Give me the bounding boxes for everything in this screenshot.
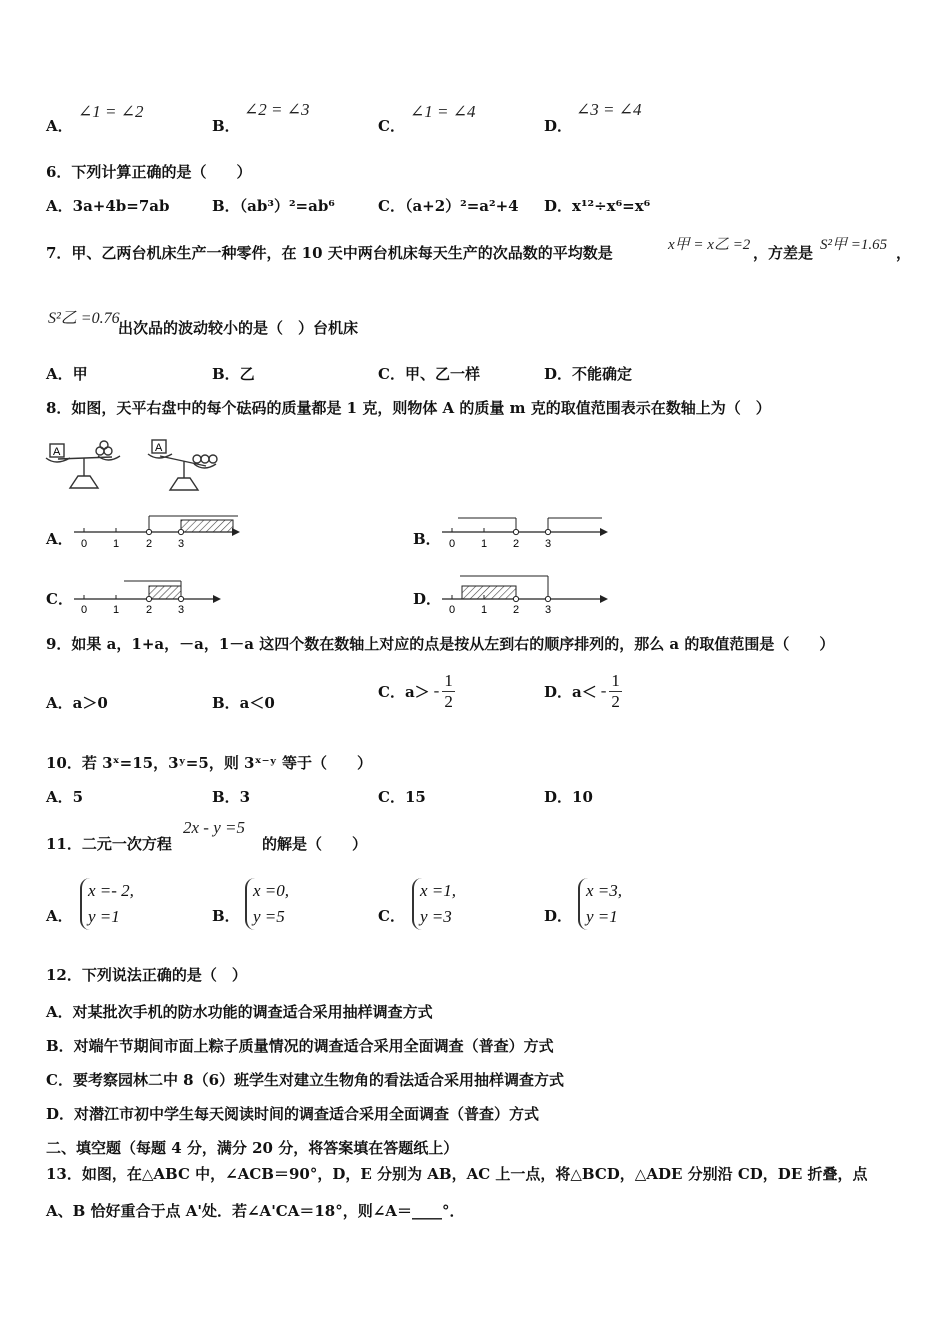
q10-option-a: A．5 bbox=[46, 788, 84, 806]
q9-option-c-sign: - bbox=[433, 681, 440, 700]
q8-option-d-label: D． bbox=[413, 590, 442, 608]
q5-option-c-expr: ∠1 = ∠4 bbox=[410, 102, 476, 121]
q10-option-b: B．3 bbox=[212, 788, 251, 806]
q9-option-b: B．a＜0 bbox=[212, 694, 275, 712]
q9-stem: 9．如果 a，1+a，－a，1－a 这四个数在数轴上对应的点是按从左到右的顺序排列的，那么 a 的取值范围是（ ） bbox=[46, 635, 835, 653]
tick-0: 0 bbox=[449, 538, 456, 550]
q8-option-b-label: B． bbox=[413, 530, 441, 548]
q8-number-line-b bbox=[440, 510, 615, 552]
tick-1: 1 bbox=[481, 604, 488, 616]
q8-stem: 8．如图，天平右盘中的每个砝码的质量都是 1 克，则物体 A 的质量 m 克的取值范围表示在数轴上为（ ） bbox=[46, 399, 771, 417]
q13-line1: 13．如图，在△ABC 中，∠ACB＝90°，D，E 分别为 AB，AC 上一点，将△BCD，△ADE 分别沿 CD，DE 折叠，点 bbox=[46, 1165, 868, 1183]
q5-option-d-expr: ∠3 = ∠4 bbox=[576, 100, 642, 119]
q9-option-d-sign: - bbox=[600, 681, 607, 700]
q11-stem-part1: 11．二元一次方程 bbox=[46, 835, 172, 853]
q8-balance-figure bbox=[44, 434, 224, 494]
q7-mean-expr: x甲 = x乙 =2 bbox=[668, 237, 751, 253]
q11-option-c-line2: y =3 bbox=[420, 907, 452, 926]
q12-option-d: D．对潜江市初中学生每天阅读时间的调查适合采用全面调查（普查）方式 bbox=[46, 1105, 540, 1123]
q8-number-line-a bbox=[72, 510, 247, 552]
q11-option-b-line1: x =0, bbox=[253, 881, 290, 900]
q13-line2: A、B 恰好重合于点 A'处．若∠A'CA＝18°，则∠A＝____°． bbox=[46, 1202, 465, 1220]
q5-option-b-label: B． bbox=[212, 117, 240, 135]
q11-option-a-label: A． bbox=[46, 907, 73, 925]
q11-option-a-system bbox=[80, 878, 134, 930]
tick-2: 2 bbox=[146, 538, 153, 550]
q9-option-c-numerator: 1 bbox=[444, 670, 453, 690]
q11-option-a-line1: x =- 2, bbox=[88, 881, 134, 900]
q11-option-d-system bbox=[578, 878, 622, 930]
q7-variance-b: S²乙 =0.76 bbox=[48, 310, 120, 327]
q7-stem-part3: 出次品的波动较小的是（ ）台机床 bbox=[118, 319, 359, 337]
q7-option-b: B．乙 bbox=[212, 365, 255, 383]
q7-stem-part2: ，方差是 bbox=[753, 244, 814, 262]
q8-number-line-d bbox=[440, 572, 615, 616]
q9-option-c bbox=[378, 668, 455, 714]
q5-option-b-expr: ∠2 = ∠3 bbox=[244, 100, 310, 119]
tick-1: 1 bbox=[113, 604, 120, 616]
q11-option-b-system bbox=[245, 878, 289, 930]
tick-2: 2 bbox=[513, 538, 520, 550]
q5-option-a-label: A． bbox=[46, 117, 73, 135]
q12-option-c: C．要考察园林二中 8（6）班学生对建立生物角的看法适合采用抽样调查方式 bbox=[46, 1071, 565, 1089]
tick-0: 0 bbox=[449, 604, 456, 616]
q5-option-d-label: D． bbox=[544, 117, 573, 135]
q7-stem-part1: 7．甲、乙两台机床生产一种零件，在 10 天中两台机床每天生产的次品数的平均数是 bbox=[46, 244, 613, 262]
q9-option-d-fraction bbox=[609, 671, 622, 712]
q10-option-c: C．15 bbox=[378, 788, 426, 806]
q7-variance-a: S²甲 =1.65 bbox=[820, 237, 888, 253]
q11-option-d-line1: x =3, bbox=[586, 881, 623, 900]
tick-2: 2 bbox=[146, 604, 153, 616]
q9-option-d-text: D．a＜ bbox=[544, 682, 597, 701]
q10-stem: 10．若 3ˣ=15，3ʸ=5，则 3ˣ⁻ʸ 等于（ ） bbox=[46, 754, 373, 772]
tick-1: 1 bbox=[113, 538, 120, 550]
q11-equation: 2x - y =5 bbox=[183, 818, 245, 837]
q12-stem: 12．下列说法正确的是（ ） bbox=[46, 966, 247, 984]
weight-a-label-1: A bbox=[53, 446, 61, 458]
q11-option-b-line2: y =5 bbox=[253, 907, 285, 926]
q9-option-d-denominator: 2 bbox=[611, 691, 620, 711]
q9-option-c-fraction bbox=[442, 671, 455, 712]
q8-option-a-label: A． bbox=[46, 530, 73, 548]
q11-option-a-line2: y =1 bbox=[88, 907, 120, 926]
tick-3: 3 bbox=[545, 604, 552, 616]
q12-option-a: A．对某批次手机的防水功能的调查适合采用抽样调查方式 bbox=[46, 1003, 433, 1021]
tick-0: 0 bbox=[81, 538, 88, 550]
q12-option-b: B．对端午节期间市面上粽子质量情况的调查适合采用全面调查（普查）方式 bbox=[46, 1037, 554, 1055]
q10-option-d: D．10 bbox=[544, 788, 593, 806]
q7-comma: ， bbox=[896, 244, 912, 262]
q5-option-c-label: C． bbox=[378, 117, 405, 135]
q11-option-d-line2: y =1 bbox=[586, 907, 618, 926]
tick-3: 3 bbox=[178, 604, 185, 616]
q6-option-d: D．x¹²÷x⁶=x⁶ bbox=[544, 197, 651, 215]
q9-option-c-text: C．a＞ bbox=[378, 682, 430, 701]
q9-option-d bbox=[544, 668, 622, 714]
q7-option-c: C．甲、乙一样 bbox=[378, 365, 480, 383]
q6-option-c: C．（a+2）²=a²+4 bbox=[378, 197, 519, 215]
q11-stem-part2: 的解是（ ） bbox=[262, 835, 368, 853]
tick-3: 3 bbox=[178, 538, 185, 550]
q9-option-c-denominator: 2 bbox=[444, 691, 453, 711]
q5-option-a-expr: ∠1 = ∠2 bbox=[78, 102, 144, 121]
q7-option-a: A．甲 bbox=[46, 365, 88, 383]
q9-option-d-numerator: 1 bbox=[611, 670, 620, 690]
tick-2: 2 bbox=[513, 604, 520, 616]
q9-option-a: A．a＞0 bbox=[46, 694, 108, 712]
q11-option-c-label: C． bbox=[378, 907, 405, 925]
weight-a-label-2: A bbox=[155, 442, 163, 454]
q11-option-d-label: D． bbox=[544, 907, 573, 925]
tick-1: 1 bbox=[481, 538, 488, 550]
q6-option-a: A．3a+4b=7ab bbox=[46, 197, 170, 215]
tick-3: 3 bbox=[545, 538, 552, 550]
q7-option-d: D．不能确定 bbox=[544, 365, 633, 383]
q8-number-line-c bbox=[72, 572, 232, 616]
q11-option-b-label: B． bbox=[212, 907, 240, 925]
q11-option-c-line1: x =1, bbox=[420, 881, 457, 900]
q11-option-c-system bbox=[412, 878, 456, 930]
q6-option-b: B．（ab³）²=ab⁶ bbox=[212, 197, 335, 215]
section-2-title: 二、填空题（每题 4 分，满分 20 分，将答案填在答题纸上） bbox=[46, 1139, 459, 1157]
q8-option-c-label: C． bbox=[46, 590, 73, 608]
tick-0: 0 bbox=[81, 604, 88, 616]
q6-stem: 6．下列计算正确的是（ ） bbox=[46, 163, 252, 181]
